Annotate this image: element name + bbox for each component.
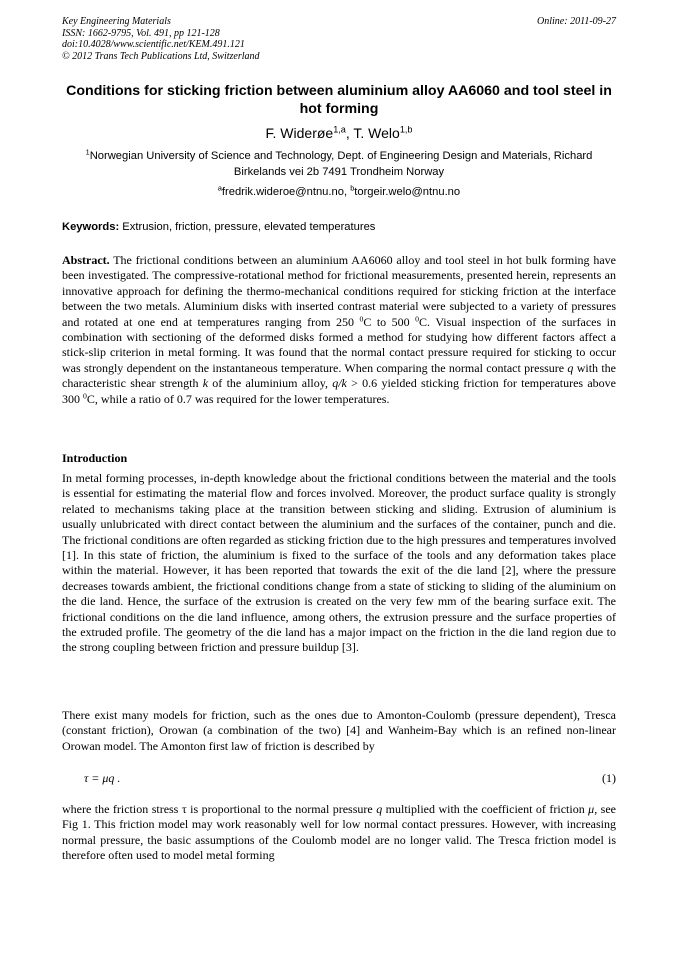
abstract-text: C. Visual inspection of the surfaces in combination with sectioning of the deformed disks formed a method for studying how different factors affect a stick-slip criterion in metal forming. It was found that the normal contact pressure required for sticking to occur was strongly dependent on the instantaneous temperature. When comparing the normal contact pressure [62, 314, 616, 375]
email-link[interactable]: fredrik.wideroe@ntnu.no, [221, 186, 351, 198]
author-name: T. Welo [353, 125, 400, 141]
math-symbol: q [567, 360, 574, 375]
abstract-text: C, while a ratio of 0.7 was required for the lower temperatures. [86, 391, 390, 406]
affiliation-mark: 1 [85, 147, 90, 157]
equation-body: τ = μq . [84, 771, 121, 785]
math-symbol: q/k [332, 376, 347, 391]
degree-superscript: 0 [359, 313, 364, 323]
abstract-text: of the aluminium alloy, [208, 376, 333, 391]
abstract-label: Abstract. [62, 253, 110, 267]
author-list [62, 124, 616, 142]
abstract [62, 253, 616, 407]
paragraph [62, 802, 616, 864]
paragraph: In metal forming processes, in-depth knowledge about the frictional conditions between the material and the tools is essential for estimating the material flow and forces involved. Moreover, the product surface quality is strongly related to mechanisms taking place at the transition between sticking and sliding. Extrusion of aluminium is usually unlubricated with direct contact between the aluminium and the surfaces of the container, punch and die. The frictional conditions are often regarded as sticking friction due to the high pressures and temperatures involved [1]. In this state of friction, the aluminium is fixed to the surface of the tools and any deformation takes place within the material. However, it has been reported that towards the exit of the die land [2], where the pressure decreases towards ambient, the frictional conditions change from a state of sticking to sliding of the aluminium on the die land. Hence, the surface of the extrusion is created on the very few mm of the bearing surface exit. The frictional conditions on the die land influence, among others, the extrusion pressure and the surface properties of the extruded profile. The geometry of the die land has a major impact on the friction in the die land region due to the strong coupling between friction and pressure buildup [3]. [62, 471, 616, 655]
affiliation-text: Norwegian University of Science and Technology, Dept. of Engineering Design and Materials, Richard Birkelands vei 2b 7491 Trondheim Norway [89, 150, 593, 178]
keywords-label: Keywords: [62, 221, 120, 233]
journal-name: Key Engineering Materials [62, 16, 171, 27]
paragraph-text: where the friction stress τ is proportional to the normal pressure [62, 802, 377, 816]
degree-superscript: 0 [415, 313, 420, 323]
author-name: F. Widerøe [265, 125, 334, 141]
paragraph-text: multiplied with the coefficient of friction [382, 802, 589, 816]
email-link[interactable]: torgeir.welo@ntnu.no [354, 186, 461, 198]
issn-line: ISSN: 1662-9795, Vol. 491, pp 121-128 [62, 27, 220, 39]
author-separator: , [345, 125, 354, 141]
email-mark: b [350, 183, 355, 193]
abstract-text: The frictional conditions between an aluminium AA6060 alloy and tool steel in hot bulk forming have been investigated. The compressive-rotational method for frictional measurements, presented herein, represents an innovative approach for defining the thermo-mechanical conditions required for sticking friction at the interface between the two metals. Aluminium disks with inserted contrast material were subjected to a variety of pressures and rotated at one end at temperatures ranging from 250 [62, 253, 616, 329]
paragraph: There exist many models for friction, such as the ones due to Amonton-Coulomb (pressure dependent), Tresca (constant friction), Orowan (a combination of the two) [4] and Wanheim-Bay which is an refined non-linear Orowan model. The Amonton first law of friction is described by [62, 708, 616, 753]
author-emails [62, 184, 616, 200]
section-heading: Introduction [62, 451, 128, 465]
equation-number: (1) [602, 771, 616, 785]
copyright-line: © 2012 Trans Tech Publications Ltd, Switzerland [62, 50, 260, 62]
equation [84, 771, 616, 786]
online-date: Online: 2011-09-27 [537, 16, 616, 27]
doi-line: doi:10.4028/www.scientific.net/KEM.491.121 [62, 39, 245, 51]
paragraph-text: , see Fig 1. This friction model may work reasonably well for low normal contact pressures. However, with increasing normal pressure, the basic assumptions of the Coulomb model are no longer valid. The Tresca friction model is therefore often used to model metal forming [62, 802, 616, 863]
math-symbol: q [376, 802, 383, 816]
paper-title: Conditions for sticking friction between aluminium alloy AA6060 and tool steel in hot forming [66, 83, 612, 117]
journal-header [62, 16, 616, 62]
keywords-text: Extrusion, friction, pressure, elevated temperatures [119, 221, 376, 233]
abstract-text: > 0.6 yielded sticking friction for temperatures above 300 [62, 376, 616, 406]
degree-superscript: 0 [83, 390, 87, 400]
math-symbol: k [202, 376, 209, 391]
keywords [62, 219, 616, 235]
abstract-text: C to 500 [363, 314, 416, 329]
math-symbol: μ [588, 802, 595, 816]
abstract-text: with the characteristic shear strength [62, 360, 616, 391]
author-affiliation-mark: 1,a [333, 124, 346, 135]
email-mark: a [217, 183, 222, 193]
affiliation [62, 148, 616, 180]
author-affiliation-mark: 1,b [399, 124, 413, 135]
